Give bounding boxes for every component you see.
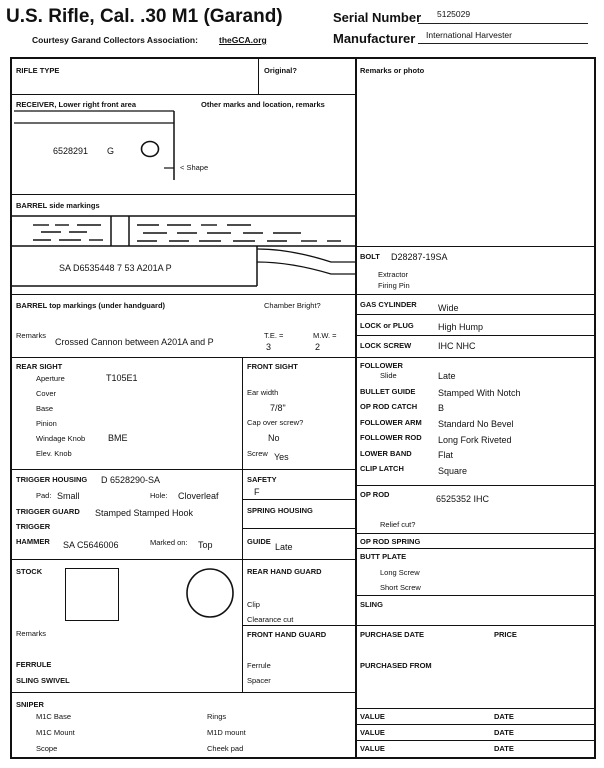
shape-label: < Shape [180, 163, 209, 172]
divider-left-column [355, 58, 357, 758]
row-line-rear-sight [11, 357, 355, 358]
hammer-label: HAMMER [16, 537, 50, 546]
fhg-ferrule-label: Ferrule [247, 661, 271, 670]
bullet-guide-label: BULLET GUIDE [360, 387, 416, 396]
base-label: Base [36, 404, 54, 413]
hammer-value[interactable]: SA C5646006 [63, 540, 119, 550]
manufacturer-value[interactable]: International Harvester [426, 30, 512, 40]
row-line-receiver [11, 94, 355, 95]
page-title: U.S. Rifle, Cal. .30 M1 (Garand) [6, 6, 283, 27]
value-label-1: VALUE [360, 712, 385, 721]
windage-knob-label: Windage Knob [36, 434, 86, 443]
lock-screw-label: LOCK SCREW [360, 341, 412, 350]
mw-value[interactable]: 2 [315, 342, 321, 352]
slide-label: Slide [380, 371, 397, 380]
price-label: PRICE [494, 630, 517, 639]
row-line-purchase [355, 625, 595, 626]
front-hand-guard-label: FRONT HAND GUARD [247, 630, 327, 639]
gca-link[interactable]: theGCA.org [219, 35, 267, 45]
row-line-trigger [11, 469, 355, 470]
purchase-date-label: PURCHASE DATE [360, 630, 425, 639]
trigger-label: TRIGGER [16, 522, 51, 531]
chamber-bright-label: Chamber Bright? [264, 301, 321, 310]
slide-value[interactable]: Late [438, 371, 456, 381]
row-line-guide [242, 528, 355, 529]
windage-knob-value[interactable]: BME [108, 433, 128, 443]
row-line-front-hand-guard [242, 625, 355, 626]
ear-width-value[interactable]: 7/8" [270, 403, 286, 413]
op-rod-catch-value[interactable]: B [438, 403, 445, 413]
row-line-safety [242, 499, 355, 500]
op-rod-catch-label: OP ROD CATCH [360, 402, 418, 411]
value-label-3: VALUE [360, 744, 385, 753]
receiver-shape-circle [139, 139, 161, 159]
stock-remarks-label: Remarks [16, 629, 47, 638]
date-label-2: DATE [494, 728, 514, 737]
other-marks-label: Other marks and location, remarks [201, 100, 325, 109]
barrel-remarks-label: Remarks [16, 331, 47, 340]
m1c-mount-label: M1C Mount [36, 728, 75, 737]
cheek-pad-label: Cheek pad [207, 744, 244, 753]
sniper-label: SNIPER [16, 700, 44, 709]
lower-band-label: LOWER BAND [360, 449, 412, 458]
te-label: T.E. = [264, 331, 284, 340]
lock-plug-label: LOCK or PLUG [360, 321, 414, 330]
divider-mid-column [242, 357, 243, 692]
divider-rifle-type [258, 58, 259, 94]
rear-hand-guard-label: REAR HAND GUARD [247, 567, 322, 576]
follower-arm-value[interactable]: Standard No Bevel [438, 419, 514, 429]
row-line-follower [355, 357, 595, 358]
value-label-2: VALUE [360, 728, 385, 737]
row-line-sling [355, 595, 595, 596]
spacer-label: Spacer [247, 676, 271, 685]
serial-number-label: Serial Number [333, 10, 422, 25]
sling-swivel-label: SLING SWIVEL [16, 676, 70, 685]
receiver-outline-drawing [14, 108, 254, 188]
row-line-value-2 [355, 724, 595, 725]
marked-on-label: Marked on: [150, 538, 188, 547]
pad-label: Pad: [36, 491, 52, 500]
long-screw-label: Long Screw [380, 568, 420, 577]
serial-number-value[interactable]: 5125029 [437, 9, 471, 19]
row-line-value-3 [355, 740, 595, 741]
trigger-guard-label: TRIGGER GUARD [16, 507, 80, 516]
pinion-label: Pinion [36, 419, 57, 428]
cap-over-screw-label: Cap over screw? [247, 418, 304, 427]
front-sight-label: FRONT SIGHT [247, 362, 298, 371]
receiver-serial[interactable]: 6528291 [53, 146, 89, 156]
stock-shape-square [65, 568, 119, 621]
butt-plate-label: BUTT PLATE [360, 552, 407, 561]
barrel-remarks-value[interactable]: Crossed Cannon between A201A and P [55, 337, 214, 347]
row-line-barrel-top [11, 294, 355, 295]
remarks-photo-label: Remarks or photo [360, 66, 425, 75]
row-line-gas [355, 294, 595, 295]
short-screw-label: Short Screw [380, 583, 421, 592]
stock-shape-circle [184, 566, 236, 620]
manufacturer-label: Manufacturer [333, 31, 416, 46]
rifle-type-label: RIFLE TYPE [16, 66, 60, 75]
purchased-from-label: PURCHASED FROM [360, 661, 432, 670]
clip-latch-value[interactable]: Square [438, 466, 468, 476]
hole-label: Hole: [150, 491, 168, 500]
follower-rod-label: FOLLOWER ROD [360, 433, 422, 442]
m1c-base-label: M1C Base [36, 712, 72, 721]
extractor-label: Extractor [378, 270, 409, 279]
follower-label: FOLLOWER [360, 361, 403, 370]
cover-label: Cover [36, 389, 57, 398]
lower-band-value[interactable]: Flat [438, 450, 454, 460]
row-line-op-rod [355, 485, 595, 486]
trigger-housing-label: TRIGGER HOUSING [16, 475, 88, 484]
row-line-butt-plate [355, 548, 595, 549]
row-line-lock-plug [355, 314, 595, 315]
clip-label: Clip [247, 600, 260, 609]
clearance-cut-label: Clearance cut [247, 615, 294, 624]
cap-over-screw-value[interactable]: No [268, 433, 280, 443]
ear-width-label: Ear width [247, 388, 279, 397]
sling-label: SLING [360, 600, 383, 609]
row-line-barrel-side [11, 194, 355, 195]
original-label: Original? [264, 66, 297, 75]
lock-screw-value[interactable]: IHC NHC [438, 341, 476, 351]
barrel-side-label: BARREL side markings [16, 201, 100, 210]
relief-cut-label: Relief cut? [380, 520, 416, 529]
clip-latch-label: CLIP LATCH [360, 464, 404, 473]
manufacturer-line [418, 43, 588, 44]
row-line-stock [11, 559, 355, 560]
barrel-side-drawing [11, 214, 355, 290]
rings-label: Rings [207, 712, 227, 721]
row-line-sniper [11, 692, 355, 693]
scope-label: Scope [36, 744, 58, 753]
safety-label: SAFETY [247, 475, 277, 484]
follower-rod-value[interactable]: Long Fork Riveted [438, 435, 512, 445]
elev-knob-label: Elev. Knob [36, 449, 72, 458]
te-value[interactable]: 3 [266, 342, 272, 352]
screw-label: Screw [247, 449, 268, 458]
firing-pin-label: Firing Pin [378, 281, 410, 290]
ferrule-label: FERRULE [16, 660, 52, 669]
hole-value[interactable]: Cloverleaf [178, 491, 219, 501]
barrel-side-marking[interactable]: SA D6535448 7 53 A201A P [59, 263, 172, 273]
follower-arm-label: FOLLOWER ARM [360, 418, 422, 427]
gas-cylinder-value[interactable]: Wide [438, 303, 459, 313]
pad-value[interactable]: Small [57, 491, 80, 501]
date-label-1: DATE [494, 712, 514, 721]
guide-value[interactable]: Late [275, 542, 293, 552]
row-line-op-rod-spring [355, 533, 595, 534]
op-rod-value[interactable]: 6525352 IHC [436, 494, 490, 504]
courtesy-text: Courtesy Garand Collectors Association: [32, 35, 198, 45]
gas-cylinder-label: GAS CYLINDER [360, 300, 417, 309]
aperture-label: Aperture [36, 374, 65, 383]
row-line-bolt [355, 246, 595, 247]
barrel-top-label: BARREL top markings (under handguard) [16, 301, 166, 310]
row-line-value-1 [355, 708, 595, 709]
marked-on-value[interactable]: Top [198, 540, 213, 550]
screw-value[interactable]: Yes [274, 452, 289, 462]
bullet-guide-value[interactable]: Stamped With Notch [438, 388, 521, 398]
date-label-3: DATE [494, 744, 514, 753]
receiver-label: RECEIVER, Lower right front area [16, 100, 137, 109]
aperture-value[interactable]: T105E1 [106, 373, 138, 383]
trigger-guard-value[interactable]: Stamped Stamped Hook [95, 508, 194, 518]
bolt-label: BOLT [360, 252, 380, 261]
safety-value[interactable]: F [254, 487, 260, 497]
row-line-lock-screw [355, 335, 595, 336]
receiver-letter[interactable]: G [107, 146, 115, 156]
m1d-mount-label: M1D mount [207, 728, 246, 737]
bolt-value[interactable]: D28287-19SA [391, 252, 448, 262]
lock-plug-value[interactable]: High Hump [438, 322, 484, 332]
spring-housing-label: SPRING HOUSING [247, 506, 313, 515]
trigger-housing-value[interactable]: D 6528290-SA [101, 475, 161, 485]
stock-label: STOCK [16, 567, 43, 576]
guide-label: GUIDE [247, 537, 271, 546]
op-rod-label: OP ROD [360, 490, 390, 499]
rear-sight-label: REAR SIGHT [16, 362, 63, 371]
mw-label: M.W. = [313, 331, 337, 340]
op-rod-spring-label: OP ROD SPRING [360, 537, 421, 546]
serial-number-line [418, 23, 588, 24]
